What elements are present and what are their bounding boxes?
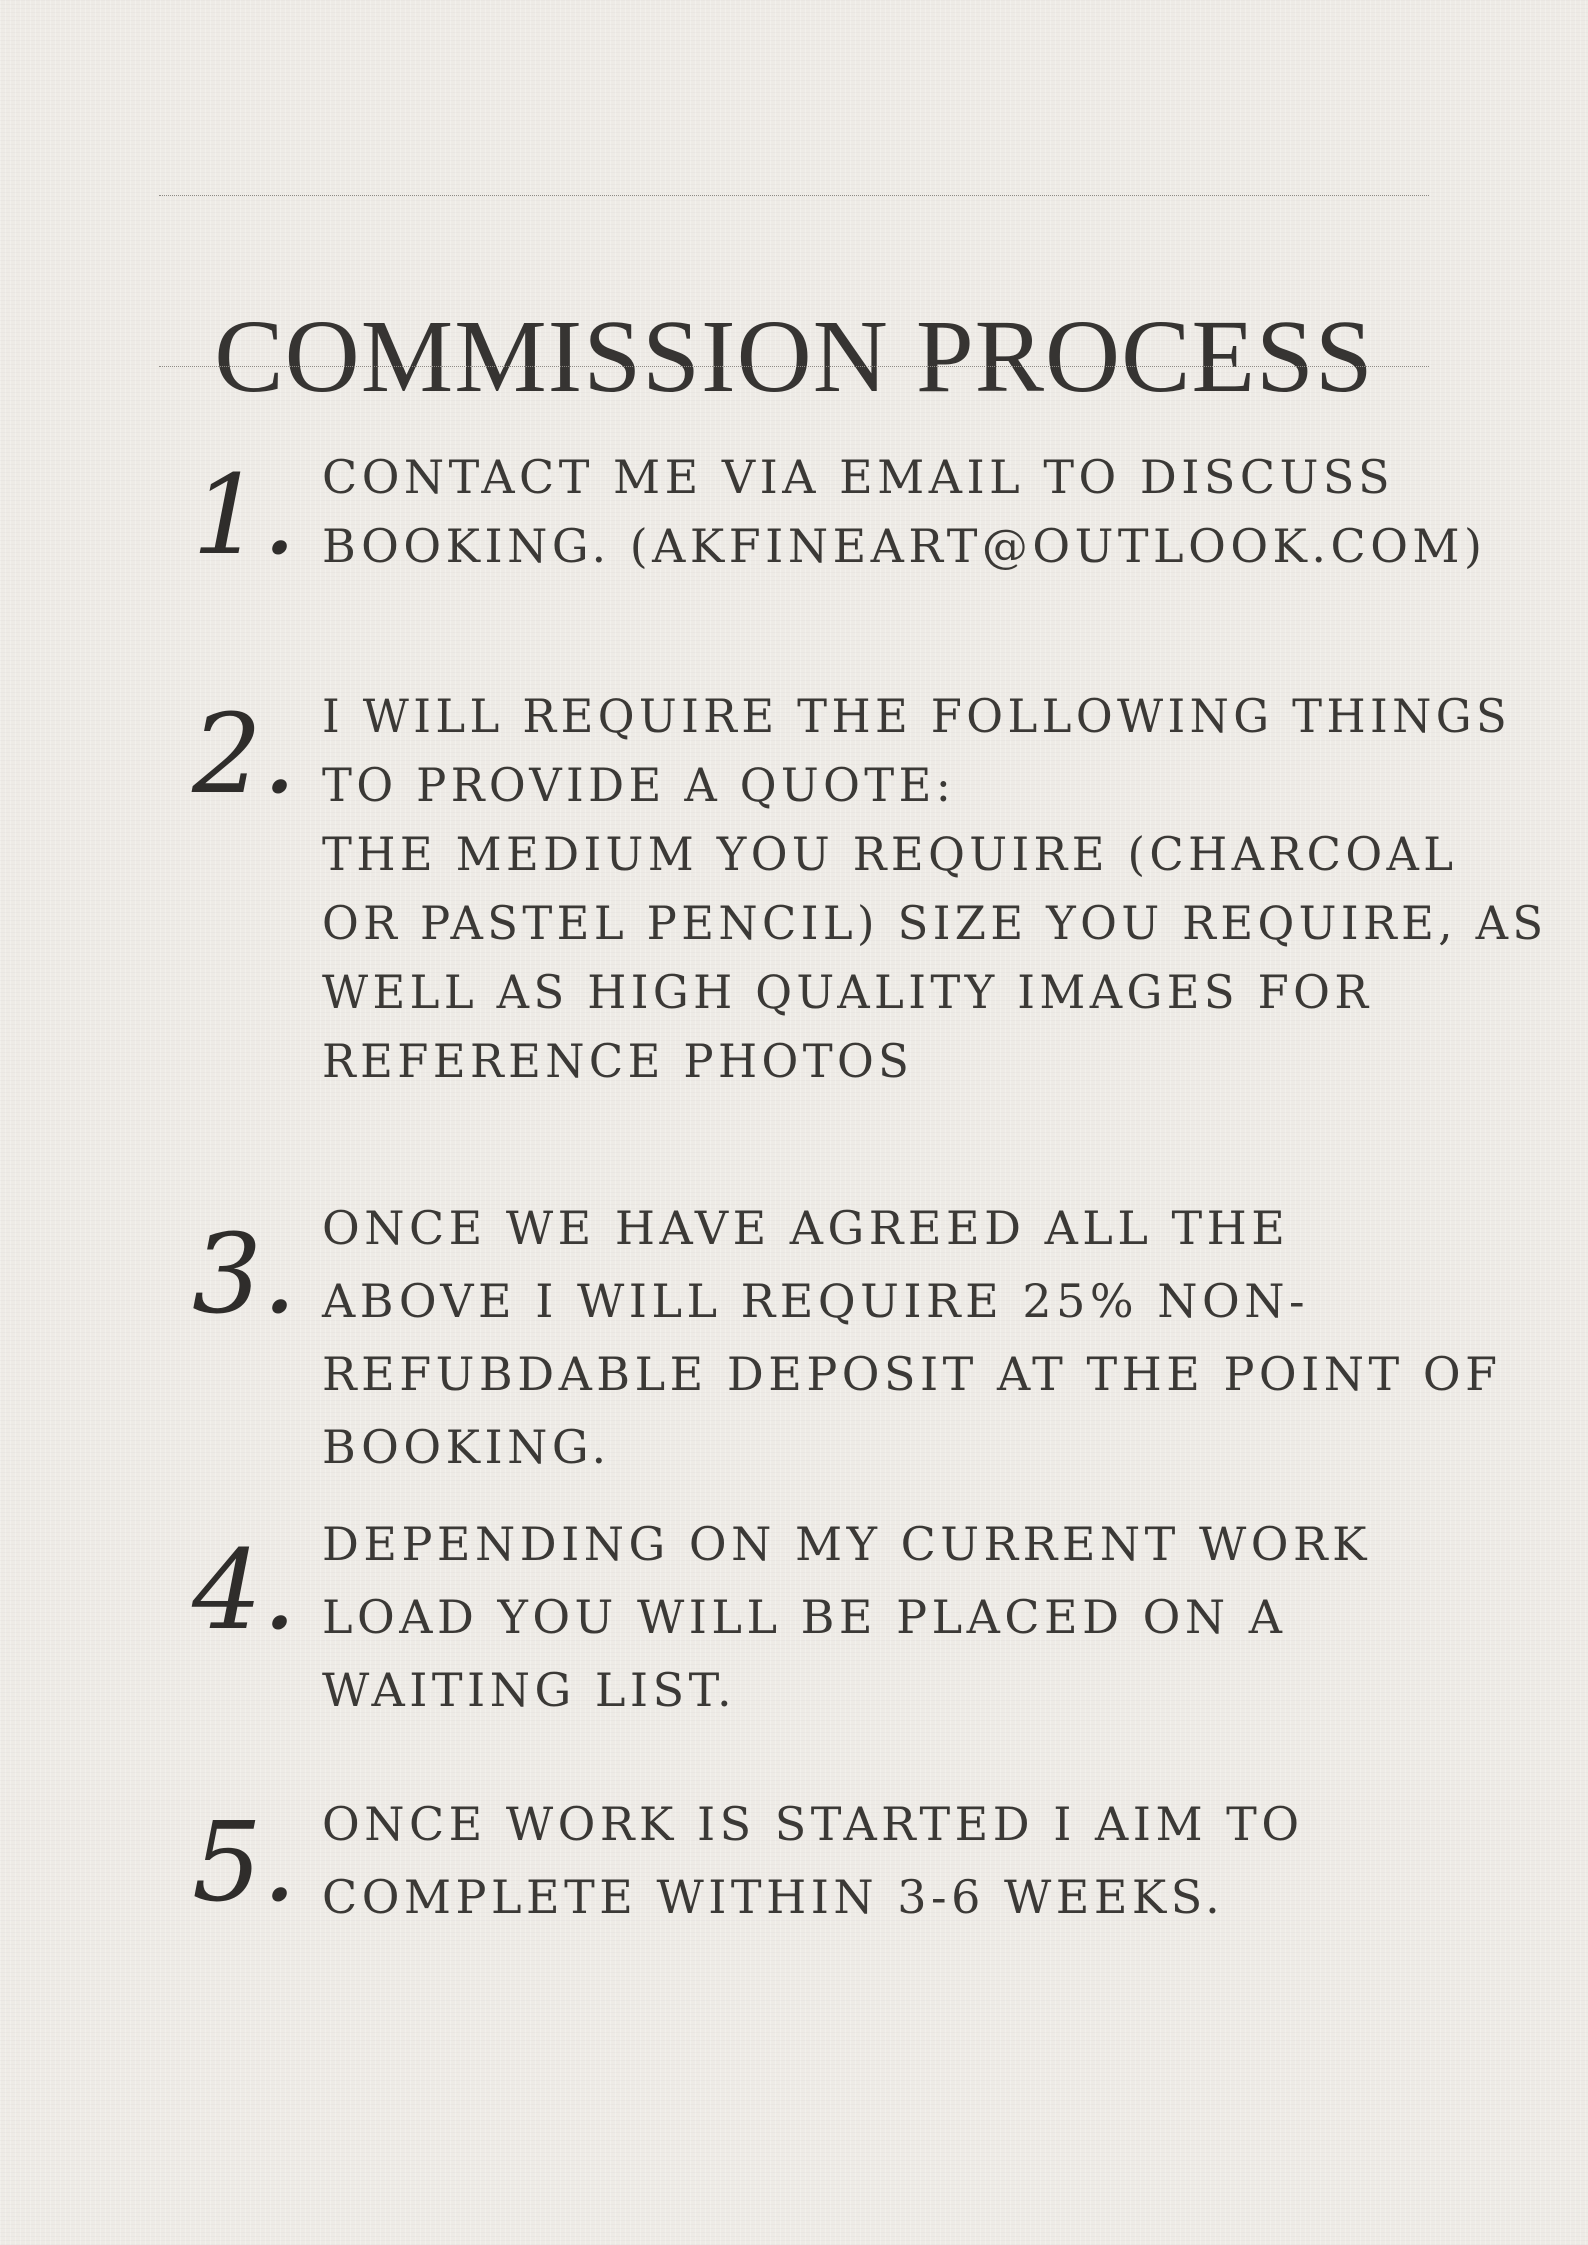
- step-number: 2.: [192, 690, 297, 818]
- step-text-line: ONCE WORK IS STARTED I AIM TO: [322, 1797, 1304, 1851]
- step-text-line: COMPLETE WITHIN 3-6 WEEKS.: [322, 1870, 1225, 1924]
- step-text-line: REFERENCE PHOTOS: [322, 1034, 914, 1088]
- page-title: COMMISSION PROCESS: [214, 298, 1374, 414]
- step-text-line: I WILL REQUIRE THE FOLLOWING THINGS: [322, 689, 1512, 743]
- step-number: 3.: [192, 1210, 297, 1338]
- step-text: [322, 1788, 1402, 1934]
- step-text: [322, 1192, 1502, 1484]
- step-number: 1.: [192, 451, 297, 579]
- step-text: [322, 1508, 1402, 1727]
- step-text: [322, 443, 1487, 581]
- step-text-line: BOOKING.: [322, 1420, 611, 1474]
- step-text-line: WELL AS HIGH QUALITY IMAGES FOR: [322, 965, 1373, 1019]
- step-text: [322, 682, 1548, 1096]
- step-text-line: REFUBDABLE DEPOSIT AT THE POINT OF: [322, 1347, 1502, 1401]
- step-text-line: TO PROVIDE A QUOTE:: [322, 758, 956, 812]
- step-text-line: LOAD YOU WILL BE PLACED ON A: [322, 1590, 1287, 1644]
- step-text-line: CONTACT ME VIA EMAIL TO DISCUSS: [322, 450, 1395, 504]
- step-text-line: DEPENDING ON MY CURRENT WORK: [322, 1517, 1371, 1571]
- step-number: 4.: [192, 1526, 297, 1654]
- step-text-line: BOOKING. (AKFINEART@OUTLOOK.COM): [322, 519, 1487, 573]
- step-text-line: ABOVE I WILL REQUIRE 25% NON-: [322, 1274, 1309, 1328]
- step-text-line: ONCE WE HAVE AGREED ALL THE: [322, 1201, 1290, 1255]
- step-text-line: THE MEDIUM YOU REQUIRE (CHARCOAL: [322, 827, 1458, 881]
- step-number: 5.: [192, 1798, 297, 1926]
- step-text-line: WAITING LIST.: [322, 1663, 737, 1717]
- title-top-divider: [159, 195, 1429, 196]
- step-text-line: OR PASTEL PENCIL) SIZE YOU REQUIRE, AS: [322, 896, 1548, 950]
- title-bottom-divider: [159, 366, 1429, 367]
